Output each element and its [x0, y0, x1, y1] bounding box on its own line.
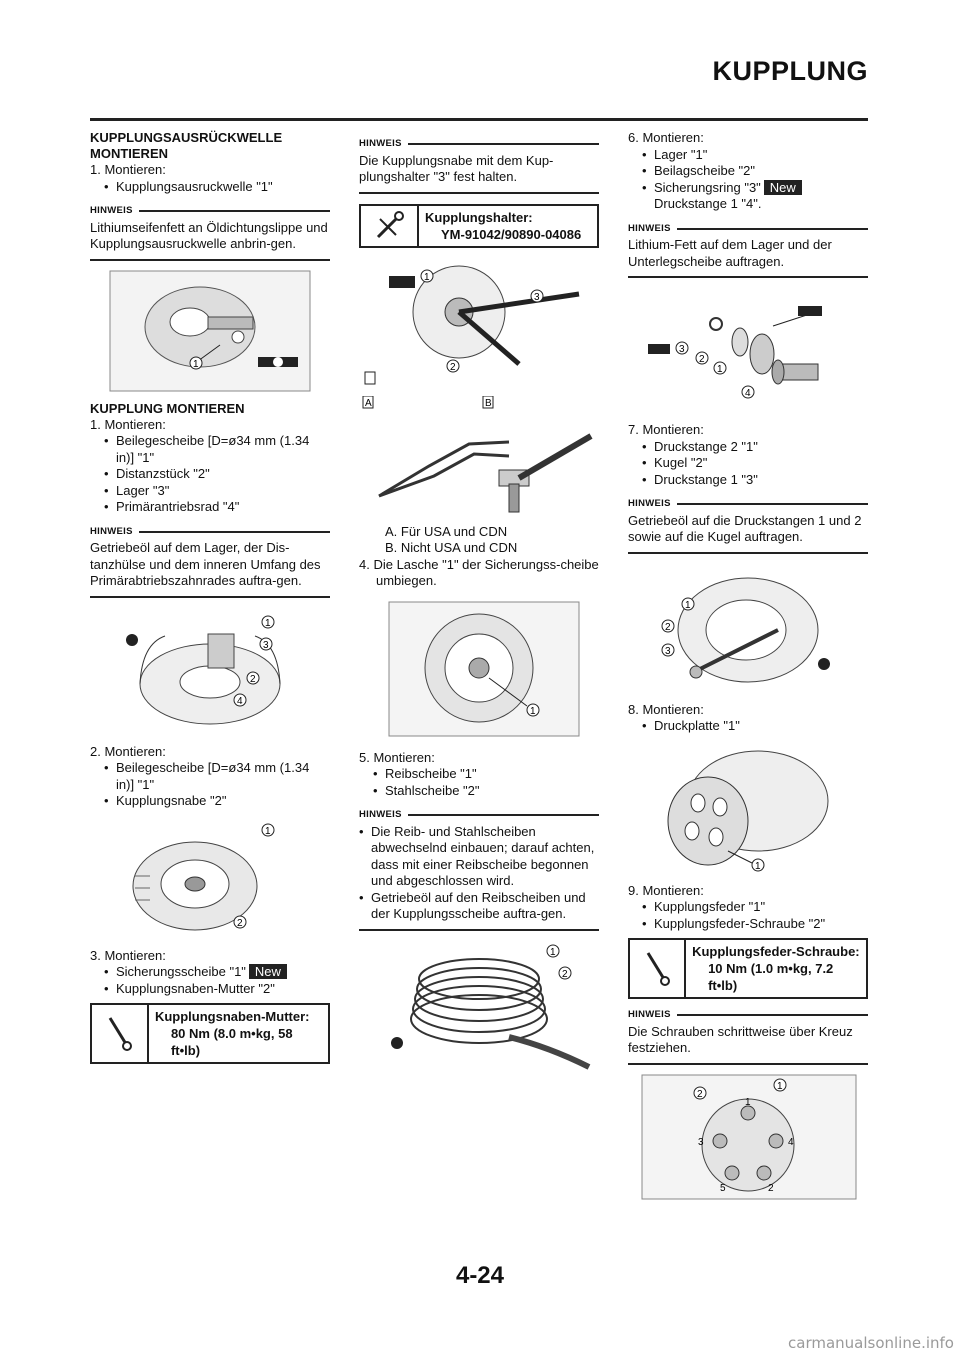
figure-clutch-hub	[90, 816, 330, 942]
note-label: HINWEIS	[628, 498, 671, 509]
spec-title: Kupplungshalter:	[425, 209, 533, 225]
note-header	[628, 1007, 868, 1024]
note-header	[628, 496, 868, 513]
spec-value: 80 Nm (8.0 m•kg, 58 ft•lb)	[170, 1026, 293, 1058]
bullet-continuation: Druckstange 1 "4".	[654, 196, 762, 211]
note-text: Lithium-Fett auf dem Lager und der Unterlegscheibe auftragen.	[628, 237, 868, 278]
note-text: Lithiumseifenfett an Öldichtungslippe und Kupplungsausruckwelle anbrin-gen.	[90, 220, 330, 261]
svg-text:1: 1	[530, 705, 536, 717]
svg-text:4: 4	[788, 1136, 794, 1148]
bullet-item: • Kupplungsnaben-Mutter "2"	[90, 981, 330, 998]
step-text: 2. Montieren:	[90, 743, 166, 759]
bullet-item: • Kupplungsnabe "2"	[90, 793, 330, 810]
figure-primary-gear	[90, 604, 330, 738]
note-label: HINWEIS	[359, 138, 402, 149]
svg-text:2: 2	[665, 621, 671, 633]
note-label: HINWEIS	[628, 222, 671, 234]
note-text: Die Schrauben schrittweise über Kreuz festziehen.	[628, 1024, 868, 1065]
bullet-item: • Kupplungsausruckwelle "1"	[90, 179, 330, 196]
note-bullet: • Getriebeöl auf den Reibscheiben und der Kupplungsscheibe auftra-gen.	[359, 890, 599, 923]
bullet-item: • Lager "3"	[90, 483, 330, 500]
svg-text:2: 2	[768, 1182, 774, 1194]
svg-text:4: 4	[745, 388, 751, 399]
watermark: carmanualsonline.info	[788, 1334, 954, 1352]
bullet-item: • Druckplatte "1"	[628, 718, 868, 735]
svg-text:2: 2	[237, 917, 243, 929]
svg-text:3: 3	[698, 1136, 704, 1148]
svg-text:1: 1	[265, 617, 271, 629]
spec-value: 10 Nm (1.0 m•kg, 7.2 ft•lb)	[708, 961, 834, 993]
section-title: KUPPLUNG MONTIEREN	[90, 400, 245, 416]
figure-caption: A. Für USA und CDN	[385, 523, 508, 539]
bullet-item: • Druckstange 2 "1"	[628, 439, 868, 456]
bullet-item: • Lager "1"	[628, 147, 868, 164]
bullet-item: • Beilegescheibe [D=ø34 mm (1.34	[90, 760, 330, 777]
bullet-item: • Distanzstück "2"	[90, 466, 330, 483]
tool-icon	[361, 206, 419, 246]
svg-text:3: 3	[534, 291, 540, 303]
svg-text:1: 1	[777, 1080, 783, 1092]
bullet-text: Sicherungsscheibe "1"	[116, 964, 246, 979]
step-text: 6. Montieren:	[628, 130, 704, 145]
step-text: 9. Montieren:	[628, 882, 704, 898]
spec-title: Kupplungsnaben-Mutter:	[154, 1009, 310, 1024]
bullet-item: • Kugel "2"	[628, 455, 868, 472]
bullet-item: • Beilegescheibe [D=ø34 mm (1.34	[90, 433, 330, 450]
bullet-item: • Druckstange 1 "3"	[628, 472, 868, 489]
figure-holder-variants	[359, 396, 599, 518]
note-bullet: • Die Reib- und Stahlscheiben abwechselnd einbauen; darauf achten, dass mit einer Reibscheibe begonnen und abgeschlossen wird.	[359, 824, 599, 890]
step-text: 5. Montieren:	[359, 749, 435, 765]
figure-release-shaft	[90, 267, 330, 395]
note-label: HINWEIS	[359, 809, 402, 820]
svg-text:1: 1	[755, 860, 761, 872]
spec-title: Kupplungsfeder-Schraube:	[692, 944, 860, 959]
bullet-item	[628, 180, 868, 197]
torque-spec-box	[628, 938, 868, 999]
svg-text:2: 2	[562, 968, 568, 980]
figure-bolt-sequence	[628, 1071, 868, 1203]
step-text: 1. Montieren:	[90, 162, 166, 177]
note-header	[359, 807, 599, 824]
step-text: 3. Montieren:	[90, 947, 166, 963]
figure-lock-washer	[359, 596, 599, 744]
step-text: 8. Montieren:	[628, 701, 704, 717]
svg-text:1: 1	[745, 1096, 751, 1108]
bullet-item: • Reibscheibe "1"	[359, 766, 599, 783]
svg-text:1: 1	[685, 599, 691, 611]
svg-text:1: 1	[193, 358, 199, 370]
column-1	[90, 130, 330, 1070]
figure-pressure-plate	[628, 741, 868, 877]
svg-text:2: 2	[699, 354, 705, 365]
bullet-continuation: in)] "1"	[116, 449, 155, 465]
torque-spec-box	[90, 1003, 330, 1064]
column-2	[359, 136, 599, 1083]
svg-text:1: 1	[265, 825, 271, 837]
figure-label-a: A	[365, 397, 372, 409]
bullet-item: • Kupplungsfeder "1"	[628, 899, 868, 916]
svg-text:2: 2	[250, 673, 256, 685]
svg-text:1: 1	[424, 271, 430, 283]
svg-text:2: 2	[697, 1088, 703, 1100]
note-label: HINWEIS	[90, 205, 133, 216]
note-header	[90, 524, 330, 541]
svg-text:3: 3	[263, 639, 269, 651]
note-text: Getriebeöl auf dem Lager, der Dis-tanzhülse und dem inneren Umfang des Primärabtriebszahnrades auftra-gen.	[90, 540, 330, 598]
note-text: Getriebeöl auf die Druckstangen 1 und 2 sowie auf die Kugel auftragen.	[628, 513, 868, 554]
svg-text:3: 3	[679, 344, 685, 355]
figure-caption: B. Nicht USA und CDN	[385, 540, 518, 555]
step-text: 1. Montieren:	[90, 416, 166, 432]
note-label: HINWEIS	[628, 1009, 671, 1020]
figure-label-b: B	[485, 397, 492, 409]
figure-clutch-plates	[359, 937, 599, 1077]
section-title: KUPPLUNGSAUSRÜCKWELLE MONTIEREN	[90, 130, 283, 161]
svg-text:3: 3	[665, 645, 671, 657]
bullet-item: • Beilagscheibe "2"	[628, 163, 868, 180]
svg-text:2: 2	[450, 361, 456, 373]
torque-wrench-icon	[630, 940, 686, 997]
bullet-continuation: in)] "1"	[116, 776, 155, 792]
note-label: HINWEIS	[90, 525, 133, 537]
page-number: 4-24	[455, 1262, 505, 1289]
bullet-item: • Stahlscheibe "2"	[359, 783, 599, 800]
note-header	[90, 203, 330, 220]
step-text: 4. Die Lasche "1" der Sicherungss-cheibe umbiegen.	[359, 556, 599, 588]
figure-push-rods	[628, 560, 868, 696]
column-3	[628, 130, 868, 1209]
figure-push-rod-assembly	[628, 284, 868, 416]
svg-text:1: 1	[550, 946, 556, 958]
note-header	[628, 221, 868, 238]
bullet-item: • Primärantriebsrad "4"	[90, 499, 330, 516]
note-text: Die Kupplungsnabe mit dem Kup-plungshalter "3" fest halten.	[359, 153, 599, 194]
tool-spec-box	[359, 204, 599, 248]
step-text: 7. Montieren:	[628, 422, 704, 437]
figure-clutch-holder	[359, 254, 599, 390]
note-header	[359, 136, 599, 153]
page-title: KUPPLUNG	[712, 56, 868, 86]
bullet-item	[90, 964, 330, 981]
svg-text:1: 1	[717, 364, 723, 375]
new-badge: New	[249, 964, 287, 979]
bullet-text: Sicherungsring "3"	[654, 179, 761, 195]
bullet-item: • Kupplungsfeder-Schraube "2"	[628, 916, 868, 933]
svg-text:5: 5	[720, 1182, 726, 1194]
spec-value: YM-91042/90890-04086	[441, 226, 582, 242]
torque-wrench-icon	[92, 1005, 149, 1062]
header-rule	[90, 118, 868, 121]
svg-text:4: 4	[237, 695, 243, 707]
note-list	[359, 824, 599, 931]
new-badge: New	[764, 180, 802, 195]
